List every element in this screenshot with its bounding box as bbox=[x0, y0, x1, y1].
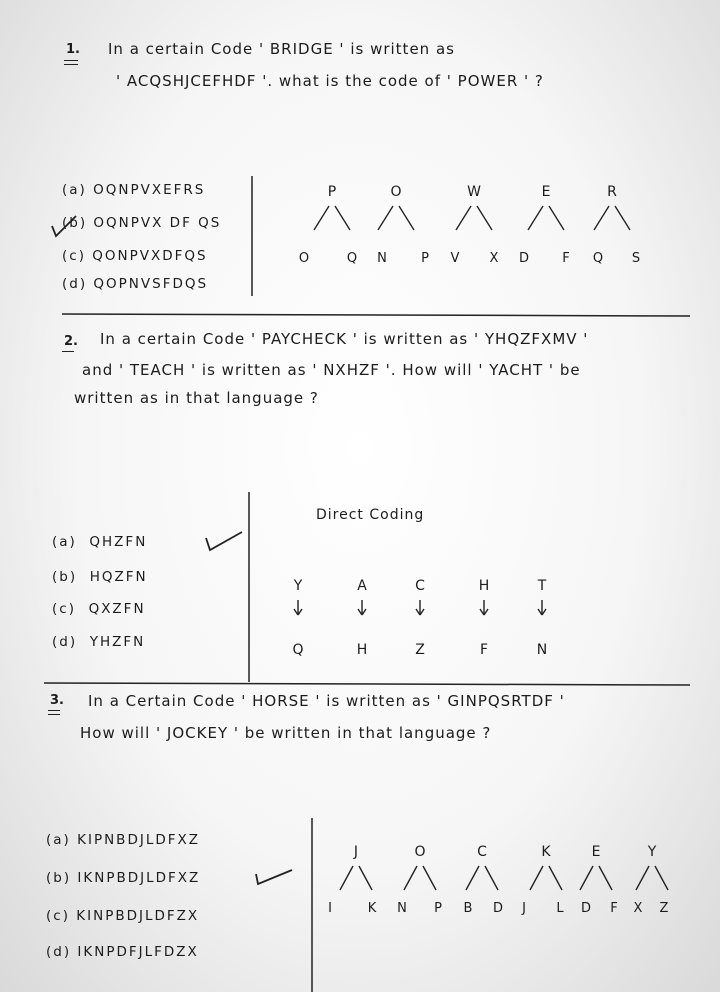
option-label: (a) bbox=[52, 534, 77, 550]
diagram-source-letter: R bbox=[607, 184, 617, 200]
q2-text-line1: In a certain Code ' PAYCHECK ' is written as ' YHQZFXMV ' bbox=[100, 330, 589, 348]
diagram-code-letter: L bbox=[556, 901, 564, 916]
diagram-source-letter: K bbox=[541, 844, 551, 860]
branch-left-line bbox=[636, 866, 649, 890]
diagram-source-letter: Y bbox=[647, 844, 657, 860]
diagram-source-letter: C bbox=[477, 844, 487, 860]
branch-right-line bbox=[615, 206, 630, 230]
diagram-source-letter: H bbox=[478, 578, 490, 594]
option-text: IKNPBDJLDFXZ bbox=[77, 870, 201, 886]
diagram-code-letter: F bbox=[562, 251, 570, 266]
branch-left-line bbox=[378, 206, 393, 230]
branch-left-line bbox=[594, 206, 609, 230]
option-label: (c) bbox=[46, 908, 70, 924]
diagram-code-letter: Q bbox=[592, 251, 604, 266]
diagram-code-letter: K bbox=[367, 901, 377, 916]
branch-right-line bbox=[335, 206, 350, 230]
diagram-source-letter: E bbox=[541, 184, 551, 200]
q2-number: 2. bbox=[64, 334, 78, 349]
branch-right-line bbox=[599, 866, 612, 890]
diagram-source-letter: J bbox=[353, 844, 359, 860]
option-text: KIPNBDJLDFXZ bbox=[77, 832, 200, 848]
diagram-code-letter: V bbox=[450, 251, 460, 266]
branch-left-line bbox=[528, 206, 543, 230]
diagram-code-letter: N bbox=[397, 901, 407, 916]
q3-letter-diagram bbox=[328, 844, 668, 916]
divider-q1-q2 bbox=[62, 314, 690, 316]
q2-text-line3: written as in that language ? bbox=[74, 389, 319, 407]
diagram-code-letter: O bbox=[298, 251, 310, 266]
option-label: (b) bbox=[52, 569, 78, 585]
branch-right-line bbox=[485, 866, 498, 890]
diagram-source-letter: A bbox=[357, 578, 367, 594]
branch-right-line bbox=[549, 206, 564, 230]
q2-letter-diagram bbox=[292, 578, 547, 658]
branch-left-line bbox=[314, 206, 329, 230]
option-label: (c) bbox=[62, 248, 86, 264]
diagram-code-letter: S bbox=[631, 251, 641, 266]
q2-correct-tick-icon bbox=[206, 532, 242, 550]
branch-left-line bbox=[580, 866, 593, 890]
option-text: QOPNVSFDQS bbox=[93, 276, 209, 292]
option-text: OQNPVXEFRS bbox=[93, 182, 206, 198]
q2-heading: Direct Coding bbox=[316, 507, 425, 523]
diagram-code-letter: Q bbox=[292, 642, 304, 658]
option-label: (d) bbox=[52, 634, 78, 650]
option-text: OQNPVX DF QS bbox=[93, 215, 222, 231]
branch-right-line bbox=[399, 206, 414, 230]
option-text: KINPBDJLDFZX bbox=[76, 908, 200, 924]
diagram-code-letter: Z bbox=[659, 901, 669, 916]
diagram-code-letter: B bbox=[463, 901, 473, 916]
option-label: (d) bbox=[62, 276, 88, 292]
branch-right-line bbox=[549, 866, 562, 890]
branch-left-line bbox=[530, 866, 543, 890]
option-label: (a) bbox=[62, 182, 87, 198]
option-label: (a) bbox=[46, 832, 71, 848]
diagram-code-letter: P bbox=[434, 901, 442, 916]
diagram-source-letter: Y bbox=[293, 578, 303, 594]
diagram-code-letter: Z bbox=[415, 642, 425, 658]
diagram-source-letter: T bbox=[537, 578, 547, 594]
diagram-code-letter: F bbox=[479, 642, 489, 658]
diagram-code-letter: X bbox=[489, 251, 499, 266]
divider-q2-q3 bbox=[44, 683, 690, 685]
branch-right-line bbox=[359, 866, 372, 890]
option-label: (b) bbox=[62, 215, 88, 231]
q3-text-line1: In a Certain Code ' HORSE ' is written as ' GINPQSRTDF ' bbox=[88, 692, 565, 710]
option-text: YHZFN bbox=[89, 634, 146, 650]
option-label: (d) bbox=[46, 944, 72, 960]
diagram-source-letter: C bbox=[415, 578, 425, 594]
branch-right-line bbox=[423, 866, 436, 890]
branch-left-line bbox=[466, 866, 479, 890]
branch-left-line bbox=[404, 866, 417, 890]
option-text: HQZFN bbox=[89, 569, 148, 585]
q3-correct-tick-icon bbox=[256, 870, 292, 884]
diagram-code-letter: P bbox=[421, 251, 429, 266]
q2-text-line2: and ' TEACH ' is written as ' NXHZF '. How will ' YACHT ' be bbox=[82, 361, 581, 379]
diagram-code-letter: D bbox=[580, 901, 592, 916]
branch-left-line bbox=[456, 206, 471, 230]
option-text: QHZFN bbox=[89, 534, 148, 550]
q3-number: 3. bbox=[50, 693, 64, 708]
q3-text-line2: How will ' JOCKEY ' be written in that language ? bbox=[80, 724, 492, 742]
diagram-code-letter: J bbox=[522, 901, 526, 916]
diagram-source-letter: O bbox=[390, 184, 402, 200]
q1-correct-tick-icon bbox=[52, 216, 76, 236]
diagram-source-letter: W bbox=[467, 184, 481, 200]
q1-letter-diagram bbox=[299, 184, 640, 266]
branch-right-line bbox=[655, 866, 668, 890]
diagram-code-letter: D bbox=[492, 901, 504, 916]
q1-number: 1. bbox=[66, 42, 80, 57]
option-text: IKNPDFJLFDZX bbox=[77, 944, 199, 960]
q1-text-line1: In a certain Code ' BRIDGE ' is written as bbox=[108, 40, 455, 58]
diagram-code-letter: X bbox=[633, 901, 643, 916]
diagram-code-letter: I bbox=[328, 901, 332, 916]
diagram-code-letter: F bbox=[610, 901, 618, 916]
branch-right-line bbox=[477, 206, 492, 230]
branch-left-line bbox=[340, 866, 353, 890]
option-text: QXZFN bbox=[88, 601, 146, 617]
diagram-code-letter: D bbox=[518, 251, 530, 266]
diagram-code-letter: N bbox=[377, 251, 387, 266]
diagram-code-letter: H bbox=[356, 642, 368, 658]
q1-text-line2: ' ACQSHJCEFHDF '. what is the code of ' POWER ' ? bbox=[116, 72, 544, 90]
diagram-code-letter: N bbox=[536, 642, 548, 658]
diagram-code-letter: Q bbox=[346, 251, 358, 266]
option-label: (c) bbox=[52, 601, 76, 617]
option-text: QONPVXDFQS bbox=[92, 248, 208, 264]
diagram-source-letter: E bbox=[591, 844, 601, 860]
diagram-source-letter: O bbox=[414, 844, 426, 860]
diagram-source-letter: P bbox=[327, 184, 337, 200]
option-label: (b) bbox=[46, 870, 72, 886]
